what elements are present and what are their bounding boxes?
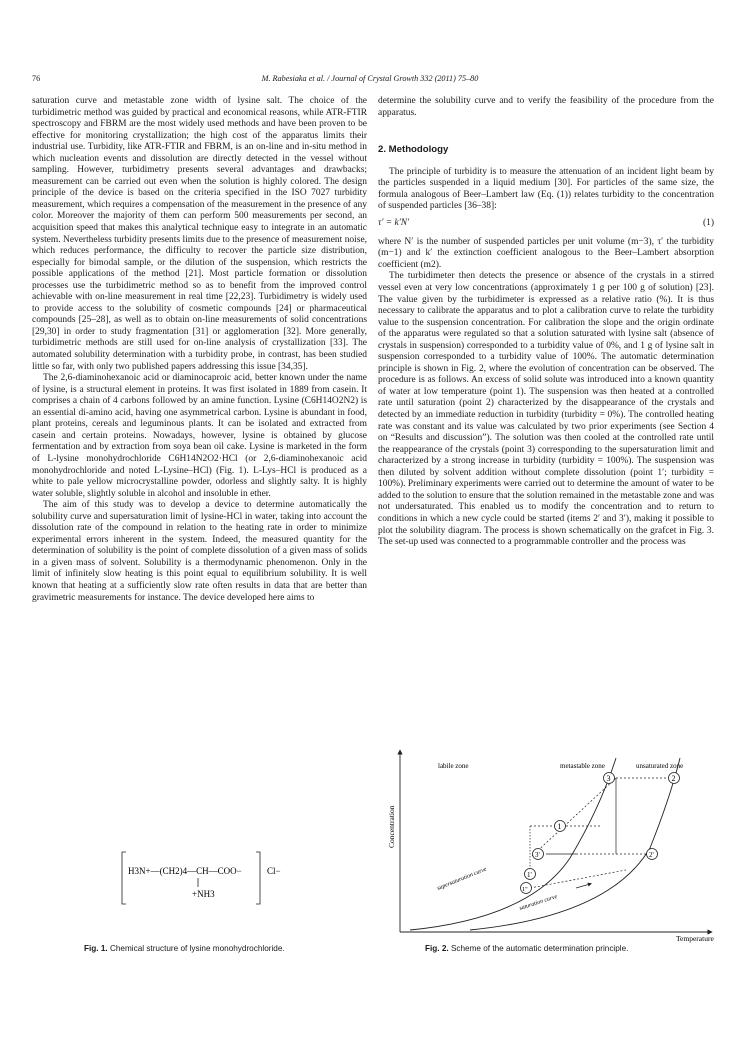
svg-text:1': 1' (527, 871, 532, 879)
page-number: 76 (32, 74, 41, 83)
right-column (378, 96, 714, 549)
labile-zone-label: labile zone (438, 762, 469, 770)
section-title: 2. Methodology (378, 144, 449, 156)
right-bracket (256, 852, 260, 904)
unsaturated-zone-label: unsaturated zone (636, 762, 684, 770)
left-column (32, 96, 367, 604)
right-paragraph-0: determine the solubility curve and to verify the feasibility of the procedure from the apparatus. (378, 96, 714, 118)
figure-1-label: Fig. 1. (84, 944, 108, 953)
figure-1-structure (120, 848, 281, 908)
point-1 (555, 821, 566, 832)
svg-text:3': 3' (535, 851, 540, 859)
right-paragraph-3: The turbidimeter then detects the presence or absence of the crystals in a stirred vessel even at very low concentrations (approximately 1 g per 100 g of solution) [23]. The value given by the turbidimeter is expressed as a relative ratio (%). It is thus necessary to calibrate the apparatus and to plot a calibration curve to relate the turbidity value to the suspension concentration. For calibration the slope and the origin ordinate of the apparatus were regulated so that a solution saturated with lysine salt (absence of crystals in suspension) corresponded to a turbidity value of 0%, and 1 g of lysine salt in suspension corresponded to a turbidity value of 100%. The automatic determination principle is shown in Fig. 2, where the evolution of concentration can be observed. The procedure is as follows. An excess of solid solute was introduced into a known quantity of water at low temperature (point 1). The suspension was then heated at a controlled rate until saturation (point 2) characterized by the disappearance of the crystals and detected by an immediate reduction in turbidity (turbidity = 0%). The controlled heating rate was constant and its value was calculated by two prior experiments (see Section 4 on “Results and discussion”). The solution was then cooled at the controlled rate until the reappearance of the crystals (point 3) corresponding to the supersaturation limit and characterized by a strong increase in turbidity (turbidity = 100%). The suspension was then diluted by solvent addition without complete dissolution (point 1′; turbidity = 100%). Preliminary experiments were carried out to determine the amount of water to be added to the solution to ensure that the solution remained in the metastable zone and was not undersaturated. This enabled us to modify the concentration and to return to conditions in which a new cycle could be started (items 2′ and 3′), making it possible to plot the solubility diagram. The process is shown schematically on the grafcet in Fig. 3. The set-up used was connected to a programmable controller and the process was (378, 271, 714, 548)
equation-1 (378, 218, 714, 232)
left-paragraph-3: The aim of this study was to develop a device to determine automatically the solubility curve and supersaturation limit of lysine-HCl in water, taking into account the dissolution rate of the compound in relation to the heating rate in order to minimize experimental errors inherent in the system. Indeed, the measured quantity for the determination of solubility is the point of complete dissolution of a given mass of solids in a given mass of solvent. Solubility is a thermodynamic phenomenon. Only in the limit of infinitely slow heating is this point equal to equilibrium solubility. It is well known that heating at a sufficiently slow rate often results in data that are better than gravimetric measurements for instance. The device developed here aims to (32, 500, 367, 603)
diagonal-line-1 (532, 778, 616, 856)
structure-amine: +NH3 (192, 889, 215, 899)
left-paragraph-2: The 2,6-diaminohexanoic acid or diaminocaproic acid, better known under the name of lysine, is a structural element in proteins. It was first isolated in 1889 from casein. It comprises a chain of 4 carbons followed by an amine function. Lysine (C6H14O2N2) is an essential di-amino acid, having one asymmetrical carbon. Lysine is abundant in food, plant proteins, cereals and leguminous plants. It can be isolated and extracted from casein and certain proteins. Nowadays, however, lysine is obtained by glucose fermentation and by extraction from soya bean oil cake. Lysine is marketed in the form of L-lysine monohydrochloride C6H14N2O2·HCl (or 2,6-diaminohexanoic acid monohydrochloride and noted L-Lysine–HCl) (Fig. 1). L-Lys–HCl is produced as a white to pale yellow microcrystalline powder, odorless and slightly salty. It is highly water soluble, slightly soluble in alcohol and insoluble in ether. (32, 373, 367, 499)
figure-1-caption (84, 944, 314, 953)
metastable-zone-label: metastable zone (560, 762, 605, 770)
left-paragraph-1: saturation curve and metastable zone width of lysine salt. The choice of the turbidimetric method was guided by practical and economical reasons, while ATR-FTIR spectroscopy and FBRM are the most widely used methods and have been proven to be effective for monitoring crystallization; the high cost of the apparatus limits their industrial use. Turbidity, like ATR-FTIR and FBRM, is an on-line and in-situ method in which nucleation events and dissolution are directly detected in the vessel without sampling. However, turbidimetry presents several advantages and drawbacks; measurement can be carried out even when the solution is highly colored. The design principle of the device is based on the criteria specified in the ISO 7027 turbidity measurement, which requires a compensation of the measurement in the presence of any color. Moreover the majority of them can perform 500 measurements per second, an acquisition speed that makes this analytical technique easy to integrate in an automatic system. Nevertheless turbidity presents limits due to the presence of measurement noise, which reduces performance, the difficulty to recover the particle size distribution, especially for bimodal sample, or the dilution of the suspension, which restricts the possible applications of the method [21]. Most particle formation or dissolution processes use the turbidimetric method so as to benefit from the improved control achievable with on-line measurement in real time [22,23]. Turbidimetry is widely used to provide access to the solubility of cosmetic compounds [24] or pharmaceutical compounds [25–28], as well as to obtain on-line measurements of solid concentrations [29,30] in order to study fragmentation [31] or agglomeration [32]. More generally, turbidimetric methods are still used for on-line analysis of crystallization [33]. The automated solubility determination with a turbidity probe, in contrast, has been studied little so far, with only two published papers addressing this issue [34,35]. (32, 96, 367, 372)
equation-text: τ′ = k′N′ (378, 217, 410, 228)
point-3 (604, 773, 615, 784)
equation-number: (1) (702, 217, 714, 228)
svg-text:3: 3 (606, 774, 611, 783)
y-axis-label: Concentration (387, 805, 396, 848)
supersaturation-curve (410, 758, 616, 930)
point-3-prime (533, 849, 544, 860)
figure-2-caption-text: Scheme of the automatic determination principle. (450, 944, 629, 953)
saturation-curve (470, 758, 680, 930)
arrow-mark (576, 884, 590, 888)
svg-text:2': 2' (649, 851, 654, 859)
structure-main-chain: H3N+—(CH2)4—CH—COO− (128, 866, 242, 876)
right-paragraph-2: where N′ is the number of suspended particles per unit volume (m−3), τ′ the turbidity (m−1) and k′ the extinction coefficient analogous to the Beer–Lambert absorption coefficient (m2). (378, 236, 714, 270)
supersaturation-curve-label: supersaturation curve (436, 866, 488, 892)
point-2 (669, 773, 680, 784)
figure-2-diagram (380, 748, 716, 943)
svg-text:2: 2 (671, 774, 676, 783)
right-paragraph-1: The principle of turbidity is to measure the attenuation of an incident light beam by the particles suspended in a liquid medium [30]. For particles of the same size, the formula analogous of Beer–Lambert law (Eq. (1)) relates turbidity to the concentration of suspended particles [36–38]: (378, 166, 714, 212)
running-head: M. Rabesiaka et al. / Journal of Crystal Growth 332 (2011) 75–80 (261, 74, 479, 83)
figure-2-label: Fig. 2. (425, 944, 449, 953)
point-1-double-prime (521, 883, 532, 894)
point-1-prime (525, 869, 536, 880)
page-header (20, 74, 720, 88)
structure-counterion: Cl− (267, 866, 281, 876)
svg-text:1'': 1'' (522, 886, 528, 893)
saturation-curve-label: saturation curve (518, 893, 559, 912)
x-axis-label: Temperature (676, 934, 714, 943)
point-2-prime (647, 849, 658, 860)
left-bracket (122, 852, 126, 904)
svg-text:1: 1 (557, 822, 562, 831)
figure-1-caption-text: Chemical structure of lysine monohydrochloride. (109, 944, 285, 953)
figure-2-caption (425, 944, 685, 953)
